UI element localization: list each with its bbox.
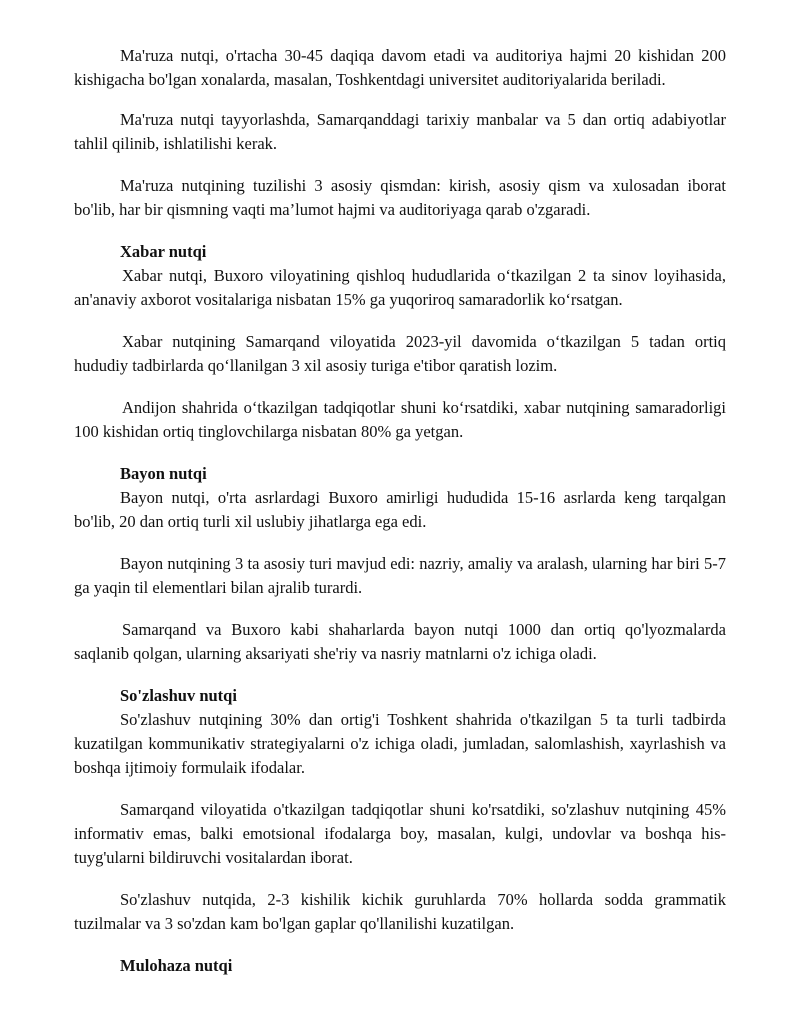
mulohaza-heading: Mulohaza nutqi <box>120 956 233 975</box>
bayon-paragraph-3: Samarqand va Buxoro kabi shaharlarda bayon nutqi 1000 dan ortiq qo'lyozmalarda saqlanib qolgan, ularning aksariyati she'riy va nasriy matnlarni o'z ichiga oladi. <box>74 620 726 663</box>
xabar-paragraph-1: Xabar nutqi, Buxoro viloyatining qishloq hududlarida o‘tkazilgan 2 ta sinov loyihasida, an'anaviy axborot vositalariga nisbatan 15% ga yuqoriroq samaradorlik ko‘rsatgan. <box>74 266 726 309</box>
maruza-paragraph-2: Ma'ruza nutqi tayyorlashda, Samarqanddagi tarixiy manbalar va 5 dan ortiq adabiyotlar tahlil qilinib, ishlatilishi kerak. <box>74 110 726 153</box>
maruza-paragraph-3: Ma'ruza nutqining tuzilishi 3 asosiy qismdan: kirish, asosiy qism va xulosadan iborat bo'lib, har bir qismning vaqti ma’lumot hajmi va auditoriyaga qarab o'zgaradi. <box>74 176 726 219</box>
sozlashuv-heading: So'zlashuv nutqi <box>120 686 237 705</box>
bayon-paragraph-2: Bayon nutqining 3 ta asosiy turi mavjud edi: nazriy, amaliy va aralash, ularning har biri 5-7 ga yaqin til elementlari bilan ajralib turardi. <box>74 554 726 597</box>
xabar-paragraph-3: Andijon shahrida o‘tkazilgan tadqiqotlar shuni ko‘rsatdiki, xabar nutqining samaradorligi 100 kishidan ortiq tinglovchilarga nisbatan 80% ga yetgan. <box>74 398 726 441</box>
document-page <box>74 44 726 978</box>
maruza-paragraph-1: Ma'ruza nutqi, o'rtacha 30-45 daqiqa davom etadi va auditoriya hajmi 20 kishidan 200 kishigacha bo'lgan xonalarda, masalan, Toshkentdagi universitet auditoriyalarida beriladi. <box>74 46 726 89</box>
xabar-heading: Xabar nutqi <box>120 242 207 261</box>
sozlashuv-paragraph-3: So'zlashuv nutqida, 2-3 kishilik kichik guruhlarda 70% hollarda sodda grammatik tuzilmalar va 3 so'zdan kam bo'lgan gaplar qo'llanilishi kuzatilgan. <box>74 890 726 933</box>
sozlashuv-paragraph-1: So'zlashuv nutqining 30% dan ortig'i Toshkent shahrida o'tkazilgan 5 ta turli tadbirda kuzatilgan kommunikativ strategiyalarni o'z ichiga oladi, jumladan, salomlashish, xayrlashish va boshqa ijtimoiy formulaik ifodalar. <box>74 710 726 777</box>
bayon-heading: Bayon nutqi <box>120 464 207 483</box>
xabar-paragraph-2: Xabar nutqining Samarqand viloyatida 2023-yil davomida o‘tkazilgan 5 tadan ortiq hududiy tadbirlarda qo‘llanilgan 3 xil asosiy turiga e'tibor qaratish lozim. <box>74 332 726 375</box>
sozlashuv-paragraph-2: Samarqand viloyatida o'tkazilgan tadqiqotlar shuni ko'rsatdiki, so'zlashuv nutqining 45% informativ emas, balki emotsional ifodalarga boy, masalan, kulgi, undovlar va boshqa his-tuyg'ularni bildiruvchi vositalardan iborat. <box>74 800 726 867</box>
bayon-paragraph-1: Bayon nutqi, o'rta asrlardagi Buxoro amirligi hududida 15-16 asrlarda keng tarqalgan bo'lib, 20 dan ortiq turli xil uslubiy jihatlarga ega edi. <box>74 488 726 531</box>
